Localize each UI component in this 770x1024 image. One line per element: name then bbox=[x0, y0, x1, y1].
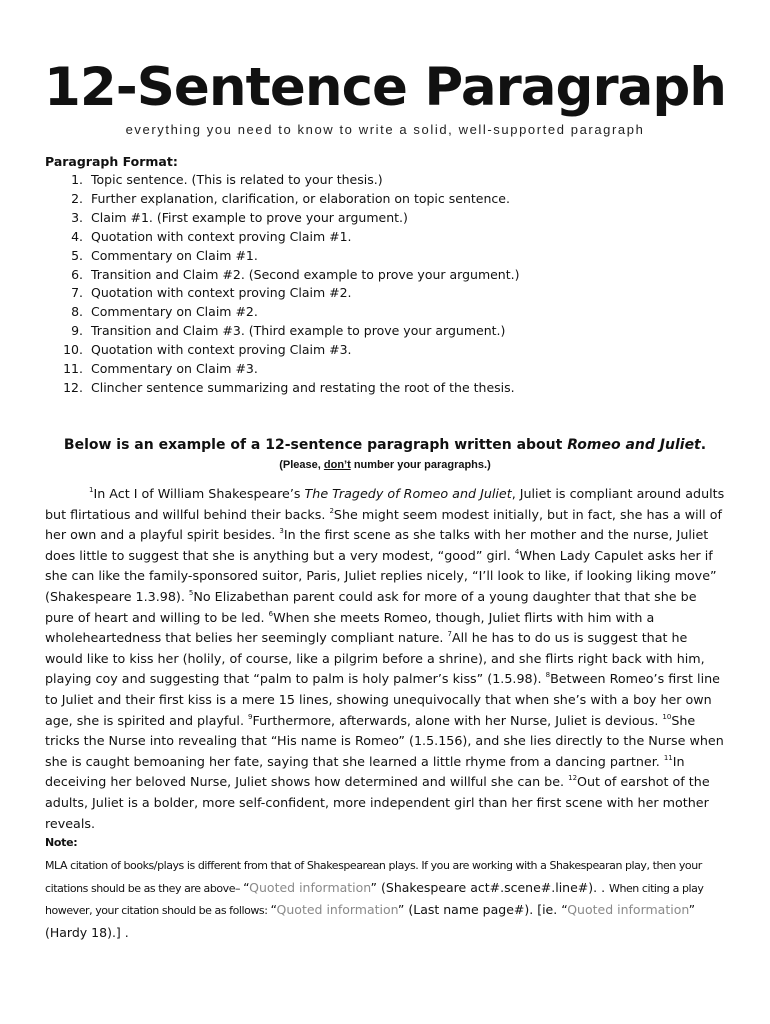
list-text: Topic sentence. (This is related to your thesis.) bbox=[91, 172, 383, 187]
list-item bbox=[45, 284, 735, 303]
list-number: 12. bbox=[63, 379, 83, 395]
page-subtitle: everything you need to know to write a solid, well-supported paragraph bbox=[125, 122, 645, 137]
list-text: Quotation with context proving Claim #2. bbox=[91, 285, 352, 301]
list-number: 10. bbox=[63, 342, 83, 358]
list-number: 11. bbox=[63, 361, 83, 377]
sentence-9: Furthermore, afterwards, alone with her Nurse, Juliet is devious. bbox=[252, 712, 663, 728]
list-text: Quotation with context proving Claim #1. bbox=[91, 228, 352, 244]
list-item bbox=[45, 303, 735, 322]
sentence-number: 1 bbox=[89, 486, 94, 494]
sentence-12: Out of earshot of the adults, Juliet is a bolder, more self-confident, more independent girl than her first scene with her mother reveals. bbox=[45, 774, 710, 831]
note-citation-format: (Shakespeare act#.scene#.line#). . bbox=[377, 879, 610, 895]
instruction-text: (Please, bbox=[279, 459, 324, 471]
sentence-number: 3 bbox=[279, 527, 284, 536]
list-text: Transition and Claim #2. (Second example to prove your argument.) bbox=[91, 266, 520, 282]
list-item bbox=[45, 190, 735, 209]
list-text: Commentary on Claim #1. bbox=[91, 247, 258, 263]
example-paragraph bbox=[45, 484, 725, 834]
sentence-number: 9 bbox=[248, 712, 253, 721]
list-number: 6. bbox=[71, 266, 83, 282]
sentence-7: All he has to do us is suggest that he would like to kiss her (holily, of course, like a pilgrim before a shrine), and she flirts right back with him, playing coy and suggesting that “palm to palm is holy palmer’s kiss” (1.5.98). bbox=[45, 630, 705, 687]
sentence-2: She might seem modest initially, but in fact, she has a will of her own and a playful spirit besides. bbox=[45, 506, 722, 543]
format-list bbox=[45, 171, 735, 398]
quoted-placeholder: Quoted information bbox=[249, 879, 371, 895]
note-citation-format: (Last name page#). [ie. bbox=[404, 902, 562, 917]
sentence-number: 2 bbox=[329, 506, 334, 515]
sentence-number: 6 bbox=[268, 609, 274, 618]
example-heading-period: . bbox=[700, 437, 707, 453]
sentence-number: 8 bbox=[545, 671, 551, 680]
note-text: MLA citation of books/plays is different from that of Shakespearean plays. If you are working with a Shakespearan play, then your citations should be as they are above– bbox=[45, 859, 702, 895]
sentence-number: 7 bbox=[447, 630, 452, 639]
sentence-3: In the first scene as she talks with her mother and the nurse, Juliet does little to suggest that she is anything but a very modest, “good” girl. bbox=[45, 527, 709, 563]
note-citation-example: (Hardy 18).] . bbox=[45, 924, 129, 940]
list-number: 4. bbox=[71, 228, 83, 244]
open-quote: “ bbox=[270, 902, 277, 917]
list-text: Commentary on Claim #3. bbox=[91, 361, 258, 377]
sentence-number: 10 bbox=[662, 712, 672, 721]
sentence-6: When she meets Romeo, though, Juliet flirts with him with a wholeheartedness that belies her seemingly compliant nature. bbox=[45, 609, 655, 646]
sentence-5: No Elizabethan parent could ask for more of a young daughter that that she be pure of heart and willing to be led. bbox=[45, 588, 697, 625]
list-item bbox=[45, 228, 735, 247]
list-item bbox=[45, 247, 735, 266]
note-heading: Note: bbox=[45, 836, 78, 849]
list-number: 1. bbox=[71, 172, 83, 187]
sentence-8: Between Romeo’s first line to Juliet and their first kiss is a mere 15 lines, showing unequivocally that when she’s with a boy her own age, she is spirited and playful. bbox=[45, 671, 720, 728]
list-item bbox=[45, 341, 735, 360]
quoted-placeholder: Quoted information bbox=[276, 902, 398, 917]
list-text: Further explanation, clarification, or elaboration on topic sentence. bbox=[91, 190, 510, 206]
sentence-number: 11 bbox=[663, 753, 673, 762]
page-title: 12-Sentence Paragraph bbox=[43, 57, 727, 118]
example-heading bbox=[0, 437, 770, 453]
sentence-4: When Lady Capulet asks her if she can like the family-sponsored suitor, Paris, Juliet replies nicely, “I’ll look to like, if looking liking move” (Shakespeare 1.3.98). bbox=[45, 547, 717, 604]
list-item bbox=[45, 266, 735, 285]
open-quote: “ bbox=[243, 879, 250, 895]
list-number: 5. bbox=[71, 247, 83, 263]
open-quote: “ bbox=[561, 902, 568, 917]
example-heading-work-title: Romeo and Juliet bbox=[567, 437, 701, 453]
list-item bbox=[45, 379, 735, 398]
note-text: When citing a play however, your citation should be as follows: bbox=[45, 881, 704, 917]
sentence-1: In Act I of William Shakespeare’s bbox=[93, 486, 305, 501]
list-text: Commentary on Claim #2. bbox=[91, 304, 258, 320]
sentence-11: In deceiving her beloved Nurse, Juliet shows how determined and willful she can be. bbox=[45, 753, 685, 790]
list-item bbox=[45, 360, 735, 379]
example-instruction bbox=[0, 459, 770, 471]
instruction-text-end: number your paragraphs.) bbox=[350, 459, 491, 471]
list-number: 2. bbox=[71, 190, 83, 206]
sentence-number: 4 bbox=[514, 547, 520, 556]
sentence-number: 12 bbox=[568, 774, 578, 783]
format-heading: Paragraph Format: bbox=[45, 154, 178, 169]
note-body bbox=[45, 855, 735, 944]
sentence-1-end: , Juliet is compliant around adults but flirtatious and willful behind their backs. bbox=[45, 486, 725, 522]
list-text: Quotation with context proving Claim #3. bbox=[91, 342, 352, 358]
close-quote: ” bbox=[688, 902, 696, 917]
list-text: Claim #1. (First example to prove your argument.) bbox=[91, 209, 408, 225]
paragraph-format-section bbox=[45, 152, 735, 398]
list-text: Clincher sentence summarizing and restating the root of the thesis. bbox=[91, 379, 515, 395]
close-quote: ” bbox=[397, 902, 405, 917]
close-quote: ” bbox=[370, 879, 378, 895]
list-number: 7. bbox=[71, 285, 83, 301]
quoted-placeholder: Quoted information bbox=[567, 902, 689, 917]
list-item bbox=[45, 322, 735, 341]
instruction-emphasis: don’t bbox=[323, 459, 351, 471]
play-title: The Tragedy of Romeo and Juliet bbox=[304, 486, 512, 501]
sentence-number: 5 bbox=[188, 588, 194, 597]
list-number: 8. bbox=[71, 304, 83, 320]
list-item bbox=[45, 209, 735, 228]
list-number: 3. bbox=[71, 209, 83, 225]
list-item bbox=[45, 171, 735, 190]
list-number: 9. bbox=[71, 323, 83, 339]
list-text: Transition and Claim #3. (Third example to prove your argument.) bbox=[91, 323, 506, 339]
sentence-10: She tricks the Nurse into revealing that “His name is Romeo” (1.5.156), and she lies directly to the Nurse when she is caught bemoaning her fate, saying that she learned a little rhyme from a dancing partner. bbox=[45, 712, 724, 769]
example-heading-text: Below is an example of a 12-sentence paragraph written about bbox=[63, 437, 568, 453]
